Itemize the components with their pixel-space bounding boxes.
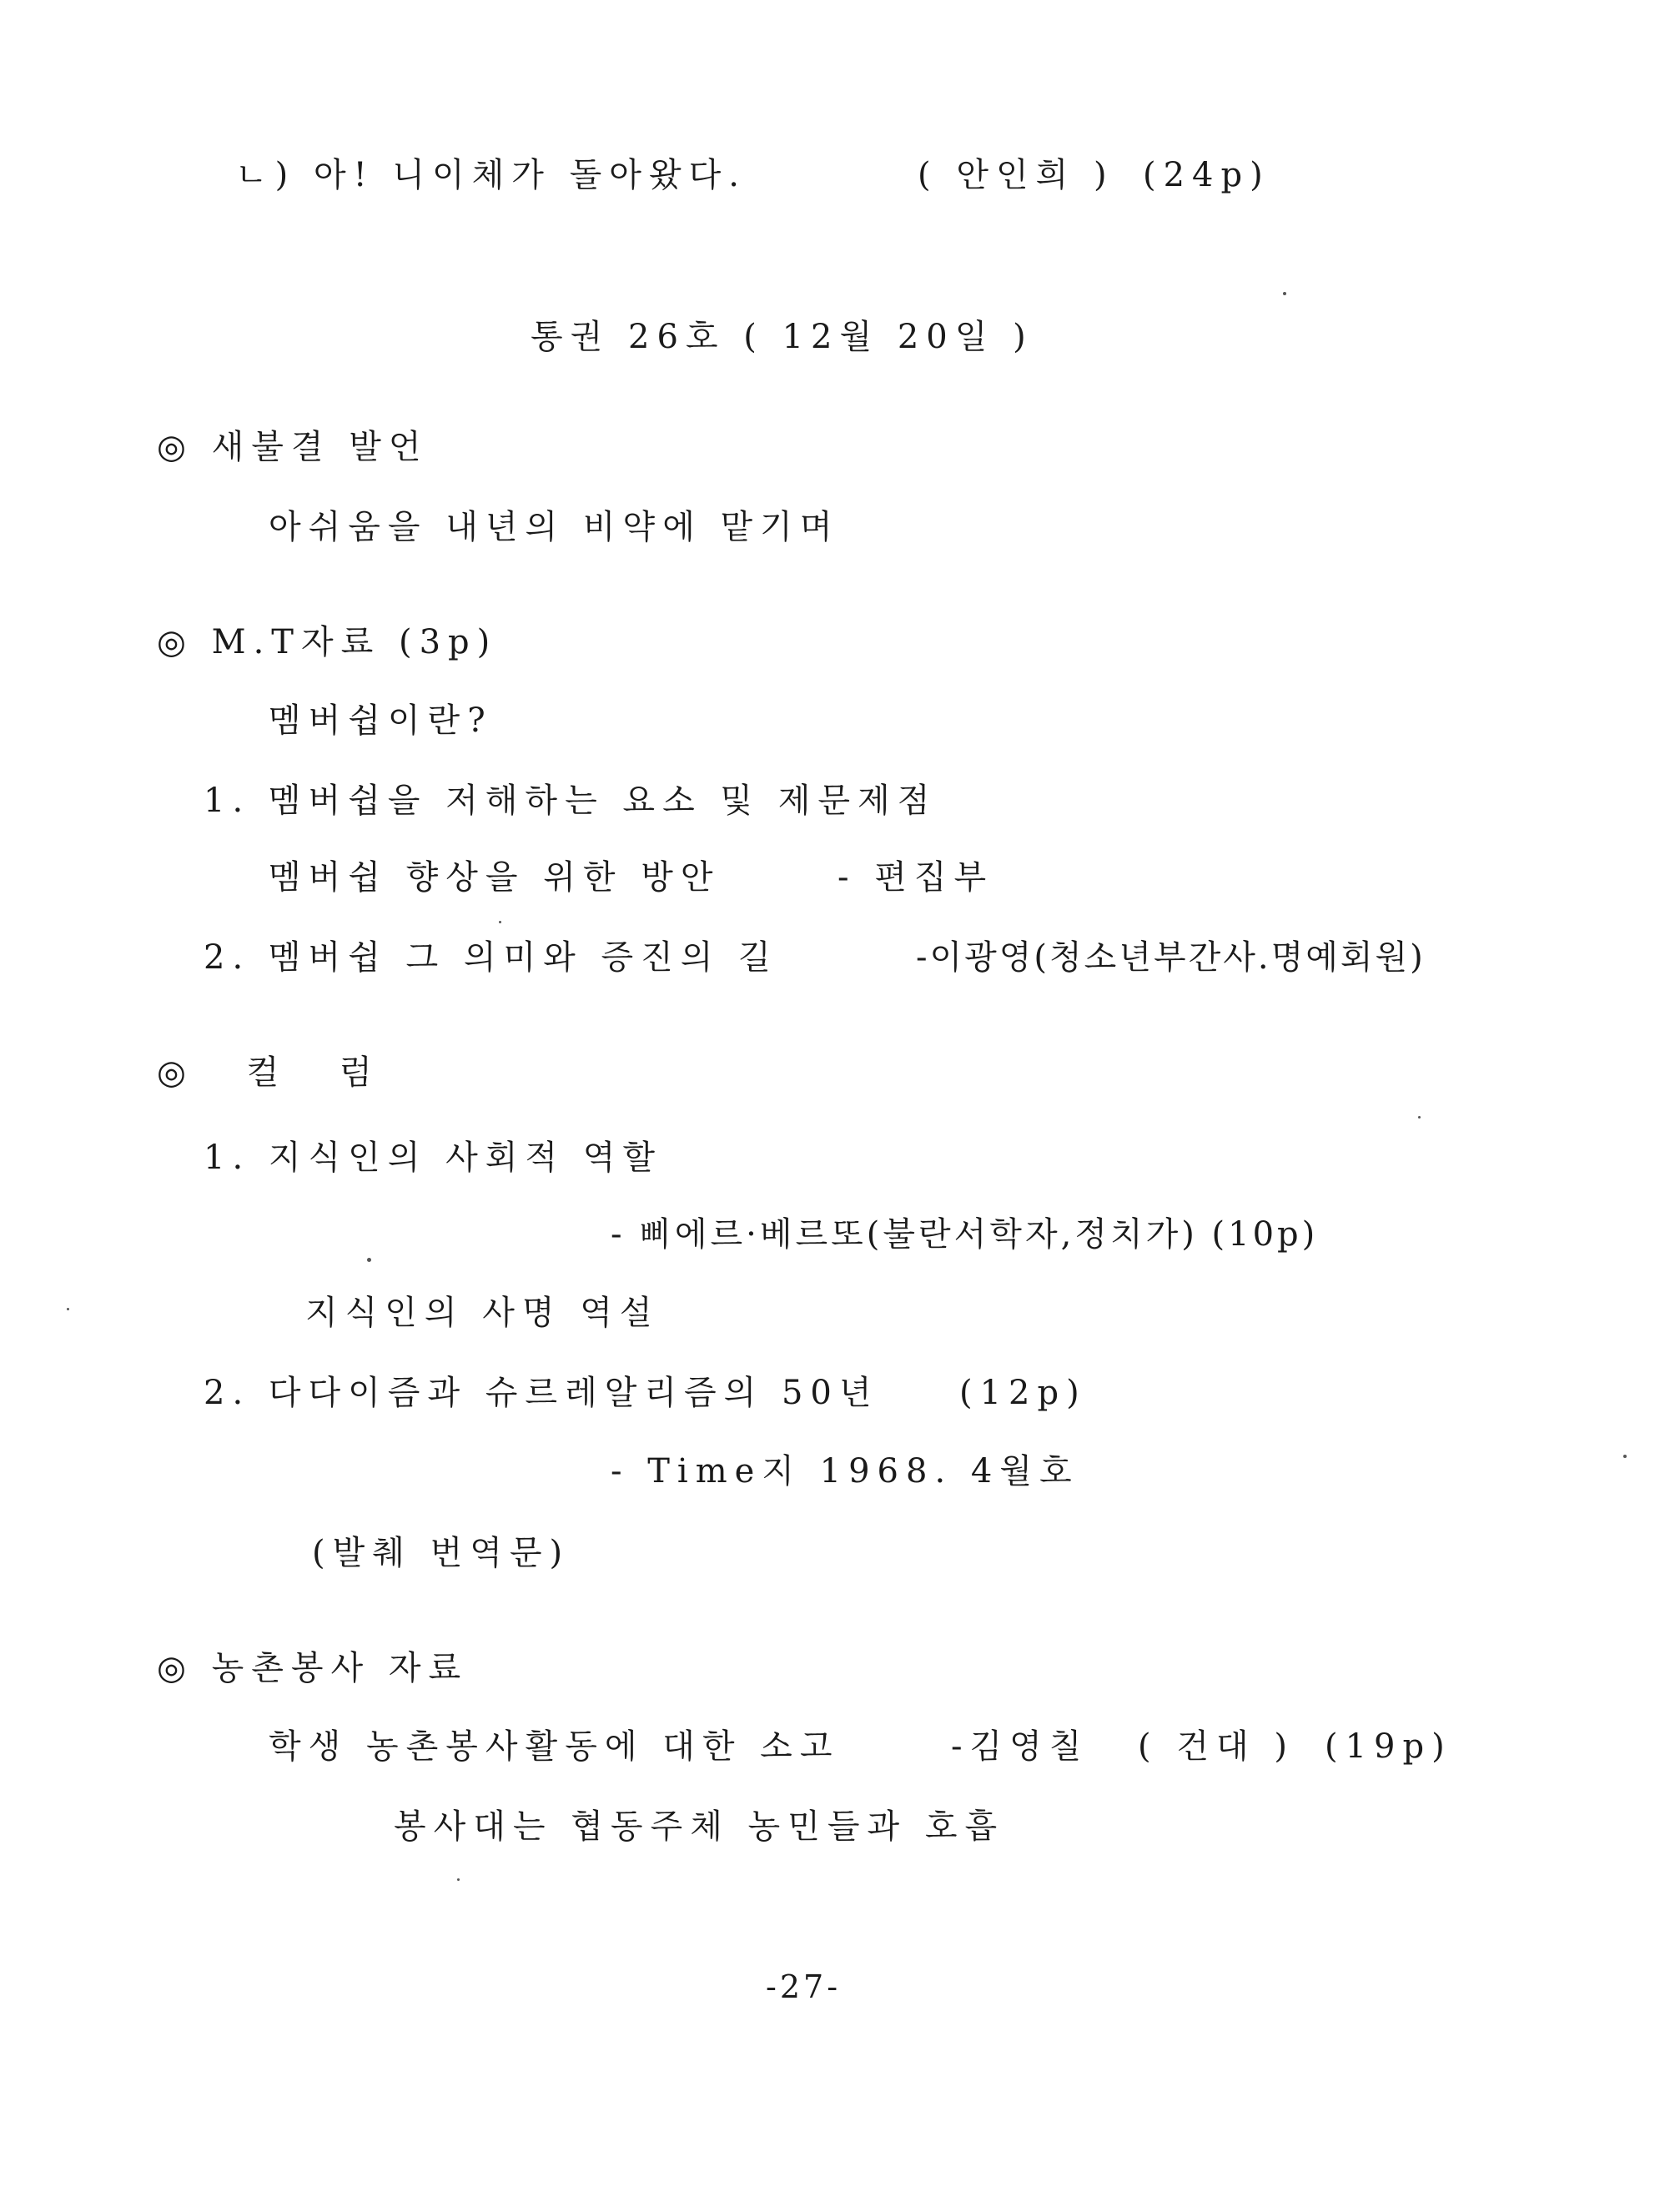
- intro-item-title: ㄴ) 아! 니이체가 돌아왔다.: [235, 156, 747, 194]
- scan-speck: [499, 921, 501, 923]
- scan-speck: [1418, 1116, 1421, 1119]
- section-heading-column: ◎ 컬 럼: [157, 1053, 397, 1092]
- intro-item-page: (24p): [1143, 156, 1270, 194]
- mt-subheading: 멤버쉽이란?: [269, 701, 493, 740]
- rural-item-sub: 봉사대는 협동주체 농민들과 호흡: [394, 1807, 1005, 1846]
- column-item-2-note: (발췌 번역문): [312, 1534, 571, 1572]
- page-number: -27-: [766, 1968, 842, 2005]
- scan-speck: [367, 1258, 371, 1262]
- rural-item: 학생 농촌봉사활동에 대한 소고: [269, 1727, 840, 1766]
- scan-speck: [1623, 1455, 1627, 1458]
- section-heading-rural: ◎ 농촌봉사 자료: [157, 1649, 469, 1687]
- rural-item-page: (19p): [1325, 1727, 1452, 1766]
- scan-speck: [457, 1878, 460, 1881]
- mt-item-1: 1. 멤버쉽을 저해하는 요소 및 제문제점: [204, 782, 938, 820]
- scan-speck: [67, 1308, 69, 1310]
- column-item-1: 1. 지식인의 사회적 역할: [204, 1139, 663, 1177]
- mt-item-2: 2. 멤버쉽 그 의미와 증진의 길: [204, 938, 778, 977]
- section-heading-mt: ◎ M.T자료 (3p): [157, 623, 498, 661]
- section-heading-foreword: ◎ 새불결 발언: [157, 428, 429, 466]
- mt-item-1-sub: 멤버쉽 향상을 위한 방안: [269, 858, 721, 897]
- intro-item-author: ( 안인희 ): [918, 156, 1114, 194]
- column-item-2: 2. 다다이즘과 슈르레알리즘의 50년: [204, 1374, 879, 1412]
- issue-header: 통권 26호 ( 12월 20일 ): [531, 318, 1034, 356]
- column-item-2-page: (12p): [959, 1374, 1087, 1412]
- column-item-2-source: - Time지 1968. 4월호: [611, 1452, 1079, 1491]
- column-item-1-sub: 지식인의 사명 역설: [305, 1294, 660, 1332]
- foreword-title: 아쉬움을 내년의 비약에 맡기며: [269, 508, 840, 546]
- rural-item-author: -김영칠: [951, 1727, 1089, 1766]
- mt-item-2-author: -이광영(청소년부간사.명예회원): [916, 938, 1426, 977]
- mt-item-1-author: - 편집부: [838, 858, 994, 897]
- scan-speck: [1283, 292, 1286, 295]
- rural-item-school: ( 건대 ): [1138, 1727, 1295, 1766]
- column-item-1-author: - 삐에르·베르또(불란서학자,정치가) (10p): [611, 1215, 1319, 1254]
